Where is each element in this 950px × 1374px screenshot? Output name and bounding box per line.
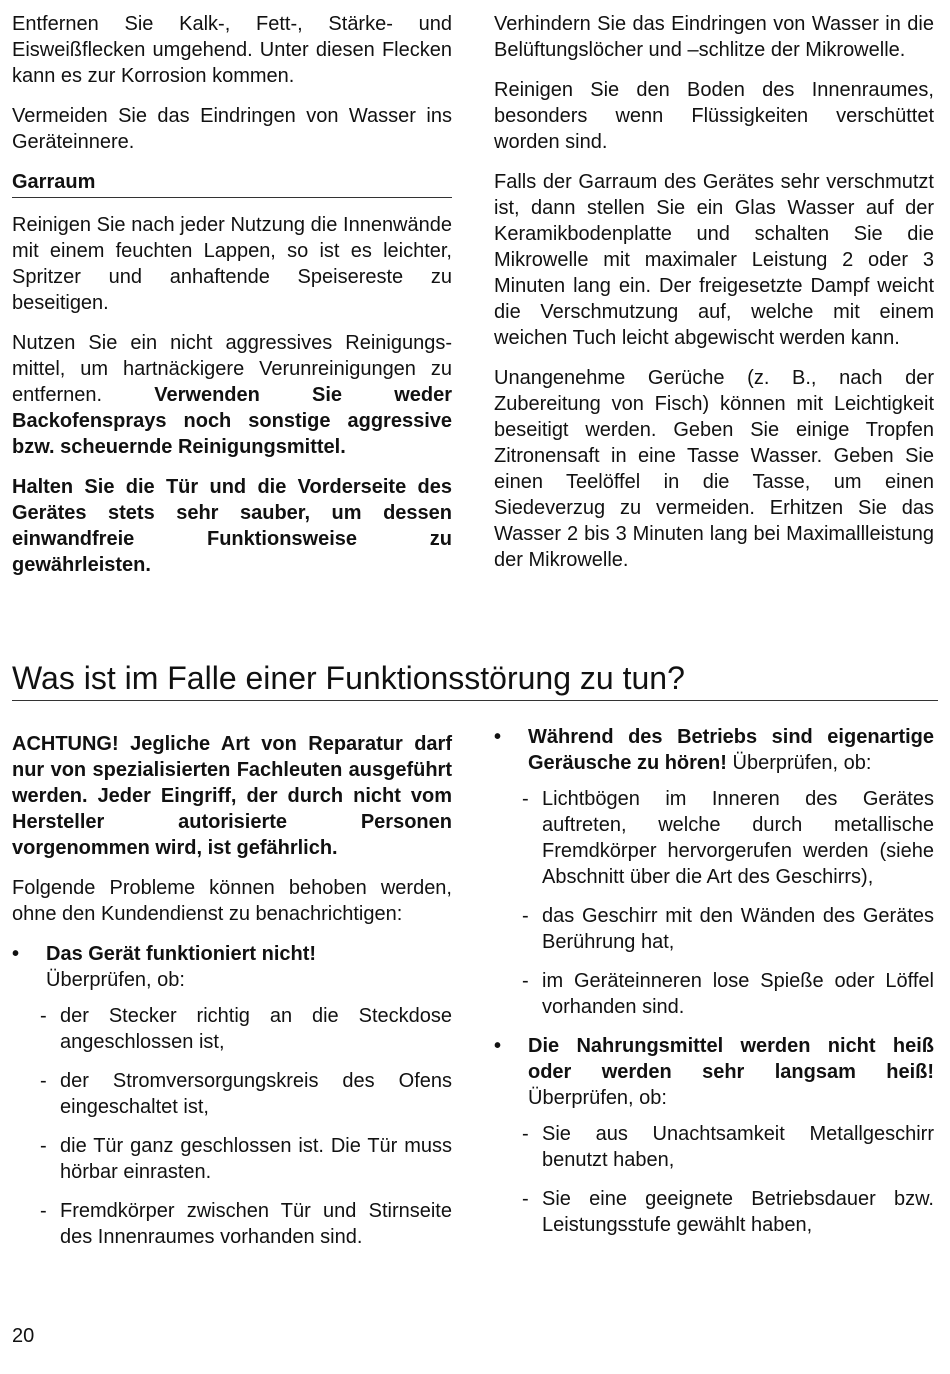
dash-list-2 bbox=[508, 786, 934, 1020]
bullet-marker: • bbox=[494, 1035, 502, 1057]
dash-text: im Geräteinneren lose Spieße oder Löffel vorhanden sind. bbox=[542, 970, 934, 1018]
bullet-title: Das Gerät funktioniert nicht! bbox=[46, 943, 317, 965]
paragraph-ventilation: Verhindern Sie das Eindringen von Wasser in die Belüftungslöcher und –schlitze der Mikrowelle. bbox=[494, 13, 934, 61]
dash-item bbox=[508, 1121, 934, 1173]
dash-text: das Geschirr mit den Wänden des Gerätes Berührung hat, bbox=[542, 905, 934, 953]
top-right-column bbox=[494, 11, 934, 587]
cleaning-agents-text: Nutzen Sie ein nicht aggressives Reinigungs-mittel, um hartnäckigere Verunreinigungen zu entfernen. bbox=[12, 332, 452, 406]
paragraph-clean-walls: Reinigen Sie nach jeder Nutzung die Innenwände mit einem feuchten Lappen, so ist es leichter, Spritzer und anhaftende Speisereste zu beseitigen. bbox=[12, 214, 452, 314]
paragraph-stains: Entfernen Sie Kalk-, Fett-, Stärke- und Eisweißflecken umgehend. Unter diesen Flecken kann es zur Korrosion kommen. bbox=[12, 13, 452, 87]
subheading-garraum: Garraum bbox=[12, 169, 452, 198]
paragraph-water-intrusion: Vermeiden Sie das Eindringen von Wasser ins Geräteinnere. bbox=[12, 105, 452, 153]
bullet-text bbox=[528, 724, 934, 776]
dash-marker: - bbox=[522, 1188, 529, 1210]
dash-item bbox=[508, 786, 934, 890]
bullet-marker: • bbox=[494, 726, 502, 748]
dash-item bbox=[26, 1003, 452, 1055]
bullet-text bbox=[528, 1033, 934, 1111]
bullet-strange-noises bbox=[494, 724, 934, 776]
bullet-title: Die Nahrungsmittel werden nicht heiß oder werden sehr langsam heiß! bbox=[528, 1035, 934, 1083]
bullet-text bbox=[46, 941, 452, 993]
bullet-check: Überprüfen, ob: bbox=[46, 969, 185, 991]
paragraph-odors: Unangenehme Gerüche (z. B., nach der Zubereitung von Fisch) können mit Leichtigkeit beseitigt werden. Geben Sie einige Tropfen Zitronensaft in eine Tasse Wasser. Geben Sie einen Teelöffel in die Tasse, um einen Siedeverzug zu vermeiden. Erhitzen Sie das Wasser 2 bis 3 Minuten lang bei Maximallleistung der Mikrowelle. bbox=[494, 367, 934, 571]
dash-text: Lichtbögen im Inneren des Gerätes auftreten, welche durch metallische Fremdkörper hervorgerufen werden (siehe Abschnitt über die Art des Geschirrs), bbox=[542, 788, 934, 888]
paragraph-cleaning-agents bbox=[12, 330, 452, 460]
dash-text: Sie aus Unachtsamkeit Metallgeschirr benutzt haben, bbox=[542, 1123, 934, 1171]
dash-item bbox=[26, 1198, 452, 1250]
bullet-device-not-working bbox=[12, 941, 452, 993]
dash-list-1 bbox=[26, 1003, 452, 1250]
dash-item bbox=[508, 1186, 934, 1238]
bullet-check: Überprüfen, ob: bbox=[732, 752, 872, 774]
paragraph-floor: Reinigen Sie den Boden des Innenraumes, besonders wenn Flüssigkeiten verschüttet worden sind. bbox=[494, 79, 934, 153]
dash-marker: - bbox=[522, 970, 529, 992]
troubleshooting-intro: Folgende Probleme können behoben werden, ohne den Kundendienst zu benachrichtigen: bbox=[12, 877, 452, 925]
repair-warning: ACHTUNG! Jegliche Art von Reparatur darf nur von spezialisierten Fachleuten ausgeführt werden. Jeder Eingriff, der durch nicht vom Hersteller autorisierte Personen vorgenommen wird, ist gefährlich. bbox=[12, 733, 452, 859]
dash-text: die Tür ganz geschlossen ist. Die Tür muss hörbar einrasten. bbox=[60, 1135, 452, 1183]
dash-marker: - bbox=[522, 905, 529, 927]
dash-marker: - bbox=[40, 1200, 47, 1222]
section-heading: Was ist im Falle einer Funktionsstörung zu tun? bbox=[12, 658, 938, 701]
bottom-right-column bbox=[494, 724, 934, 1251]
bottom-left-column bbox=[12, 731, 452, 1263]
dash-text: der Stromversorgungskreis des Ofens eingeschaltet ist, bbox=[60, 1070, 452, 1118]
page-number: 20 bbox=[12, 1325, 35, 1347]
paragraph-steam-cleaning: Falls der Garraum des Gerätes sehr verschmutzt ist, dann stellen Sie ein Glas Wasser auf der Keramikbodenplatte und schalten Sie die Mikrowelle mit maximaler Leistung 2 oder 3 Minuten lang ein. Der freigesetzte Dampf weicht die Verschmutzung auf, welche mit einem weichen Tuch leicht abgewischt werden kann. bbox=[494, 171, 934, 349]
top-left-column bbox=[12, 11, 452, 592]
dash-text: Sie eine geeignete Betriebsdauer bzw. Leistungsstufe gewählt haben, bbox=[542, 1188, 934, 1236]
dash-marker: - bbox=[40, 1070, 47, 1092]
bullet-marker: • bbox=[12, 943, 20, 965]
dash-list-3 bbox=[508, 1121, 934, 1238]
dash-item bbox=[26, 1068, 452, 1120]
paragraph-door-clean: Halten Sie die Tür und die Vorderseite des Gerätes stets sehr sauber, um dessen einwandfreie Funktionsweise zu gewährleisten. bbox=[12, 476, 452, 576]
cleaning-agents-warning: Verwenden Sie weder Backofensprays noch sonstige aggressive bzw. scheuernde Reinigungsmittel. bbox=[12, 384, 452, 458]
bullet-title: Während des Betriebs sind eigenartige Geräusche zu hören! bbox=[528, 726, 934, 774]
dash-text: der Stecker richtig an die Steckdose angeschlossen ist, bbox=[60, 1005, 452, 1053]
dash-marker: - bbox=[522, 1123, 529, 1145]
dash-text: Fremdkörper zwischen Tür und Stirnseite des Innenraumes vorhanden sind. bbox=[60, 1200, 452, 1248]
bullet-food-not-hot bbox=[494, 1033, 934, 1111]
dash-item bbox=[508, 903, 934, 955]
dash-marker: - bbox=[522, 788, 529, 810]
bullet-check: Überprüfen, ob: bbox=[528, 1087, 667, 1109]
dash-item bbox=[26, 1133, 452, 1185]
dash-item bbox=[508, 968, 934, 1020]
dash-marker: - bbox=[40, 1005, 47, 1027]
dash-marker: - bbox=[40, 1135, 47, 1157]
